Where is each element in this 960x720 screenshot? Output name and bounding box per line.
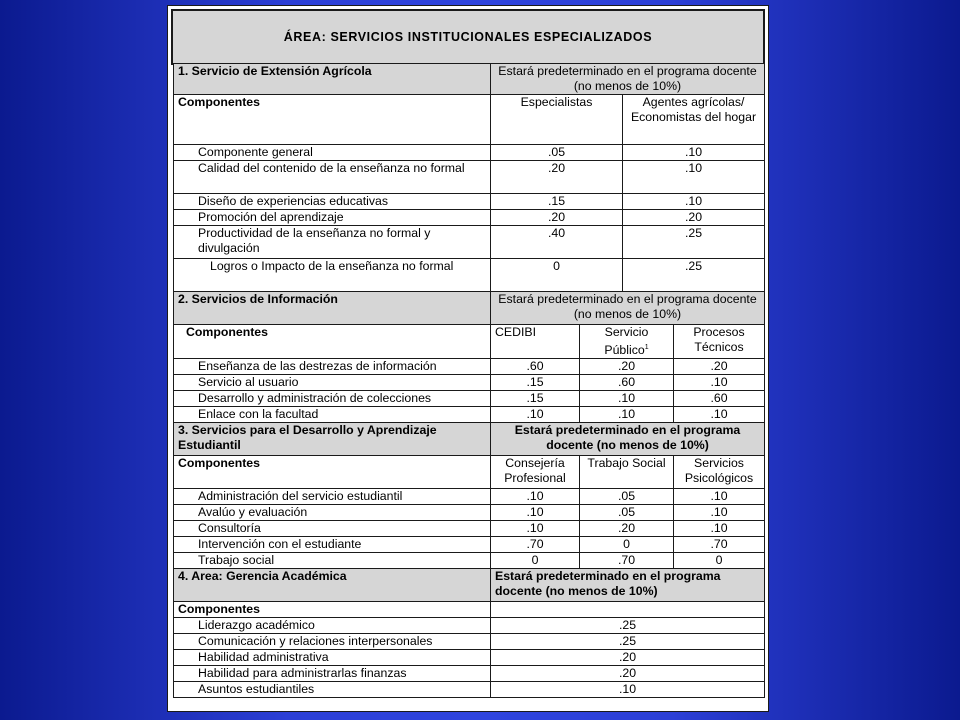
cell-value: .10 — [674, 407, 765, 423]
cell-value: .10 — [491, 407, 580, 423]
cell-value: .10 — [674, 521, 765, 537]
table-row — [174, 666, 765, 682]
row-label: Asuntos estudiantiles — [174, 682, 491, 698]
table-row — [174, 391, 765, 407]
section-note: Estará predeterminado en el programa docente (no menos de 10%) — [491, 292, 765, 325]
row-label: Consultoría — [174, 521, 491, 537]
cell-value: .70 — [491, 537, 580, 553]
row-label: Enlace con la facultad — [174, 407, 491, 423]
cell-value: .20 — [580, 521, 674, 537]
row-label: Productividad de la enseñanza no formal y divulgación — [174, 226, 491, 259]
table-row — [174, 194, 765, 210]
column-header-row — [174, 602, 765, 618]
column-header-row — [174, 95, 765, 145]
cell-value: .40 — [491, 226, 623, 259]
row-label: Calidad del contenido de la enseñanza no formal — [174, 161, 491, 194]
table-row — [174, 618, 765, 634]
cell-value: .15 — [491, 194, 623, 210]
weights-table — [173, 63, 765, 698]
cell-value: 0 — [491, 553, 580, 569]
cell-value: .15 — [491, 391, 580, 407]
row-label: Administración del servicio estudiantil — [174, 489, 491, 505]
row-label: Promoción del aprendizaje — [174, 210, 491, 226]
column-header: Especialistas — [491, 95, 623, 145]
cell-value: .25 — [491, 618, 765, 634]
cell-value: .10 — [491, 521, 580, 537]
table-row — [174, 145, 765, 161]
components-label: Componentes — [174, 456, 491, 489]
cell-value: .20 — [491, 650, 765, 666]
page-title: ÁREA: SERVICIOS INSTITUCIONALES ESPECIALIZADOS — [171, 9, 765, 65]
cell-value: .20 — [580, 359, 674, 375]
column-header: Consejería Profesional — [491, 456, 580, 489]
row-label: Logros o Impacto de la enseñanza no formal — [174, 259, 491, 292]
cell-value: .10 — [674, 505, 765, 521]
cell-value: .20 — [491, 666, 765, 682]
table-row — [174, 634, 765, 650]
cell-value: .10 — [623, 194, 765, 210]
row-label: Componente general — [174, 145, 491, 161]
column-header-row — [174, 456, 765, 489]
column-header-row — [174, 325, 765, 359]
table-row — [174, 259, 765, 292]
cell-value: .20 — [674, 359, 765, 375]
section-header-row — [174, 292, 765, 325]
column-header-text: Servicio Público — [604, 325, 649, 358]
document-page — [167, 5, 769, 712]
cell-value: .10 — [491, 682, 765, 698]
cell-value: .70 — [674, 537, 765, 553]
table-row — [174, 375, 765, 391]
column-header — [580, 325, 674, 359]
cell-value: 0 — [580, 537, 674, 553]
table-row — [174, 359, 765, 375]
row-label: Habilidad administrativa — [174, 650, 491, 666]
column-header: Agentes agrícolas/ Economistas del hogar — [623, 95, 765, 145]
row-label: Liderazgo académico — [174, 618, 491, 634]
cell-value: .05 — [580, 505, 674, 521]
row-label: Trabajo social — [174, 553, 491, 569]
cell-value: .10 — [623, 161, 765, 194]
table-row — [174, 505, 765, 521]
table-row — [174, 650, 765, 666]
column-header: Procesos Técnicos — [674, 325, 765, 359]
row-label: Diseño de experiencias educativas — [174, 194, 491, 210]
cell-value: .20 — [623, 210, 765, 226]
cell-value: .60 — [674, 391, 765, 407]
row-label: Desarrollo y administración de colecciones — [174, 391, 491, 407]
section-header-row — [174, 64, 765, 95]
column-header: Trabajo Social — [580, 456, 674, 489]
cell-value: .25 — [623, 226, 765, 259]
table-row — [174, 210, 765, 226]
column-header: Servicios Psicológicos — [674, 456, 765, 489]
row-label: Servicio al usuario — [174, 375, 491, 391]
table-row — [174, 489, 765, 505]
column-header: CEDIBI — [491, 325, 580, 359]
cell-value: .70 — [580, 553, 674, 569]
cell-value: .05 — [491, 145, 623, 161]
cell-value: .05 — [580, 489, 674, 505]
footnote-mark: 1 — [644, 344, 649, 351]
section-note: Estará predeterminado en el programa docente (no menos de 10%) — [491, 423, 765, 456]
cell-value: .20 — [491, 210, 623, 226]
components-label: Componentes — [174, 325, 491, 359]
section-note: Estará predeterminado en el programa docente (no menos de 10%) — [491, 64, 765, 95]
section-note: Estará predeterminado en el programa docente (no menos de 10%) — [491, 569, 765, 602]
section-heading: 2. Servicios de Información — [174, 292, 491, 325]
table-row — [174, 682, 765, 698]
cell-value: .15 — [491, 375, 580, 391]
cell-value: .10 — [674, 489, 765, 505]
cell-value: .10 — [491, 505, 580, 521]
components-label: Componentes — [174, 95, 491, 145]
cell-value: .10 — [623, 145, 765, 161]
section-header-row — [174, 569, 765, 602]
cell-value: .25 — [623, 259, 765, 292]
cell-value: .20 — [491, 161, 623, 194]
table-row — [174, 226, 765, 259]
section-heading: 4. Area: Gerencia Académica — [174, 569, 491, 602]
row-label: Habilidad para administrarlas finanzas — [174, 666, 491, 682]
row-label: Enseñanza de las destrezas de información — [174, 359, 491, 375]
table-row — [174, 407, 765, 423]
table-row — [174, 537, 765, 553]
column-header-empty — [491, 602, 765, 618]
section-header-row — [174, 423, 765, 456]
cell-value: .60 — [491, 359, 580, 375]
cell-value: .10 — [491, 489, 580, 505]
row-label: Comunicación y relaciones interpersonales — [174, 634, 491, 650]
cell-value: .10 — [674, 375, 765, 391]
cell-value: .10 — [580, 391, 674, 407]
cell-value: .10 — [580, 407, 674, 423]
table-row — [174, 553, 765, 569]
cell-value: 0 — [491, 259, 623, 292]
row-label: Intervención con el estudiante — [174, 537, 491, 553]
section-heading: 1. Servicio de Extensión Agrícola — [174, 64, 491, 95]
row-label: Avalúo y evaluación — [174, 505, 491, 521]
table-row — [174, 521, 765, 537]
section-heading: 3. Servicios para el Desarrollo y Aprendizaje Estudiantil — [174, 423, 491, 456]
cell-value: .25 — [491, 634, 765, 650]
components-label: Componentes — [174, 602, 491, 618]
cell-value: .60 — [580, 375, 674, 391]
cell-value: 0 — [674, 553, 765, 569]
table-row — [174, 161, 765, 194]
